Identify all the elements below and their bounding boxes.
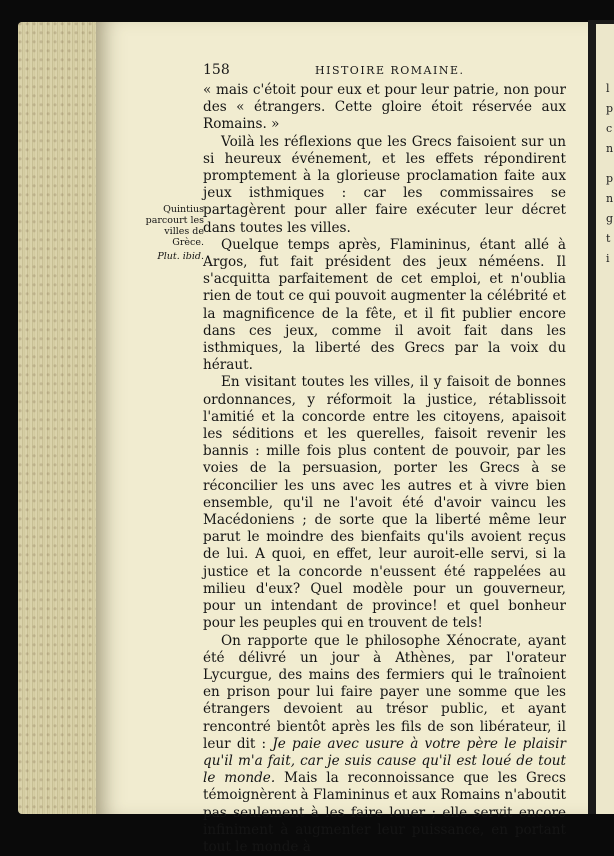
running-title: HISTOIRE ROMAINE.: [315, 64, 465, 77]
facing-page-letter: n: [606, 192, 613, 205]
facing-page-letter: g: [606, 212, 613, 225]
margin-note-source: Plut. ibid.: [138, 251, 204, 262]
margin-note: [138, 204, 204, 262]
facing-page-letter: t: [606, 232, 610, 245]
margin-note-text: Quintius parcourt les villes de Grèce.: [146, 204, 204, 248]
page-header: [203, 62, 563, 80]
page-number: 158: [203, 62, 230, 78]
body-text: [203, 82, 566, 856]
facing-page-letter: i: [606, 252, 610, 265]
paragraph: Quelque temps après, Flamininus, étant allé à Argos, fut fait président des jeux néméens. Il s'acquitta parfaitement de cet emploi, et n'oublia rien de tout ce qui pouvoit augmenter la célébrité et la magnificence de la fête, et il fit publier encore dans ces jeux, comme il avoit fait dans les isthmiques, la liberté des Grecs par la voix du héraut.: [203, 237, 566, 375]
paragraph: En visitant toutes les villes, il y faisoit de bonnes ordonnances, y réformoit la justice, rétablissoit l'amitié et la concorde entre les citoyens, apaisoit les séditions et les querelles, faisoit revenir les bannis : mille fois plus content de pouvoir, par les voies de la persuasion, porter les Grecs à se réconcilier les uns avec les autres et à vivre bien ensemble, qu'il ne l'avoit été d'avoir vaincu les Macédoniens ; de sorte que la liberté même leur parut le moindre des bienfaits qu'ils avoient reçus de lui. A quoi, en effet, leur auroit-elle servi, si la justice et la concorde n'eussent été rappelées au milieu d'eux? Quel modèle pour un gouverneur, pour un intendant de province! et quel bonheur pour les peuples qui en trouvent de tels!: [203, 374, 566, 632]
paragraph: Voilà les réflexions que les Grecs faisoient sur un si heureux événement, et les effets répondirent promptement à la glorieuse proclamation faite aux jeux isthmiques : car les commissaires se partagèrent pour aller faire exécuter leur décret dans toutes les villes.: [203, 134, 566, 237]
paragraph-text: On rapporte que le philosophe Xénocrate, ayant été délivré un jour à Athènes, par l'orateur Lycurgue, des mains des fermiers qui le traînoient en prison pour lui faire payer une somme que les étrangers devoient au trésor public, et ayant rencontré bientôt après les fils de son libérateur, il leur dit :: [203, 633, 566, 752]
facing-page-letter: p: [606, 102, 613, 115]
facing-page-edge: [596, 24, 614, 814]
paragraph-last: [203, 633, 566, 856]
paragraph: « mais c'étoit pour eux et pour leur patrie, non pour des « étrangers. Cette gloire étoit réservée aux Romains. »: [203, 82, 566, 134]
facing-page-letter: n: [606, 142, 613, 155]
facing-page-letter: p: [606, 172, 613, 185]
quotation: Je paie avec usure à votre père le plaisir qu'il m'a fait, car je suis cause qu'il est loué de tout le monde.: [203, 736, 566, 786]
paragraph-text: Mais la reconnoissance que les Grecs témoignèrent à Flamininus et aux Romains n'aboutit pas seulement à les faire louer ; elle servit encore infiniment à augmenter leur puissance, en portant tout le monde à: [203, 770, 566, 855]
facing-page-letter: l: [606, 82, 610, 95]
facing-page-letter: c: [606, 122, 612, 135]
